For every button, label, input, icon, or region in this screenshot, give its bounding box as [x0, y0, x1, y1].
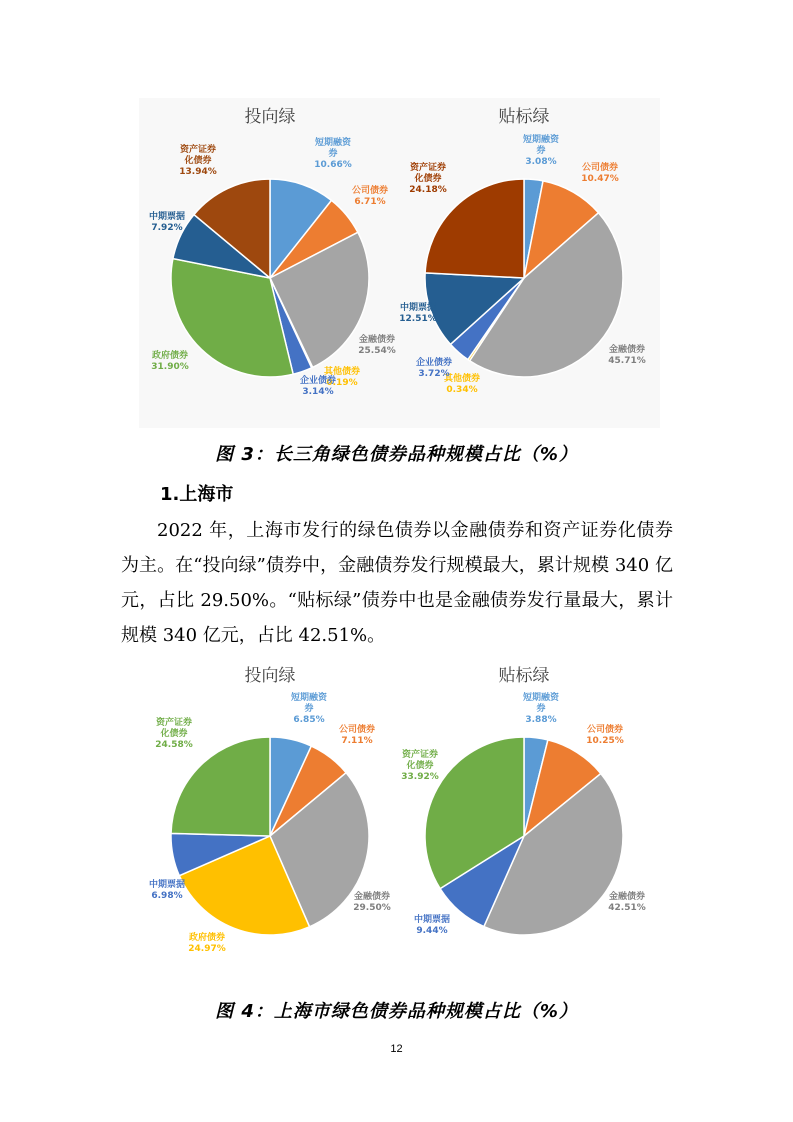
slice-data-label: 资产证券化债券 33.92% [401, 750, 439, 782]
section-heading: 1.上海市 [160, 484, 234, 505]
slice-data-label: 企业债券 3.14% [299, 376, 337, 397]
slice-data-label: 政府债券 31.90% [151, 351, 189, 372]
slice-data-label: 公司债券 10.47% [581, 163, 619, 184]
chart-title: 投向绿 [244, 107, 296, 127]
slice-data-label: 短期融资券 3.88% [522, 693, 560, 725]
slice-data-label: 金融债券 29.50% [353, 892, 391, 913]
slice-data-label: 其他债券 0.34% [443, 374, 481, 395]
slice-data-label: 金融债券 25.54% [358, 335, 396, 356]
chart-title: 贴标绿 [498, 666, 550, 686]
chart-title: 贴标绿 [498, 107, 550, 127]
body-paragraph: 2022 年，上海市发行的绿色债券以金融债券和资产证券化债券为主。在“投向绿”债券中，金融债券发行规模最大，累计规模 340 亿元，占比 29.50%。“贴标绿”债券中也是金融债券发行量最大，累计规模 340 亿元，占比 42.51%。 [121, 520, 673, 646]
slice-data-label: 公司债券 7.11% [338, 725, 376, 746]
slice-data-label: 公司债券 6.71% [351, 186, 389, 207]
slice-data-label: 中期票据 6.98% [148, 880, 186, 901]
slice-data-label: 资产证券化债券 13.94% [179, 145, 217, 177]
figure4-caption: 图 4：上海市绿色债券品种规模占比（%） [215, 1001, 578, 1022]
chart-title: 投向绿 [244, 666, 296, 686]
slice-data-label: 政府债券 24.97% [188, 933, 226, 954]
slice-data-label: 短期融资券 10.66% [314, 138, 352, 170]
slice-data-label: 公司债券 10.25% [586, 725, 624, 746]
slice-data-label: 中期票据 12.51% [399, 303, 437, 324]
slice-data-label: 企业债券 3.72% [415, 358, 453, 379]
slice-data-label: 金融债券 42.51% [608, 892, 646, 913]
slice-data-label: 资产证券化债券 24.58% [155, 718, 193, 750]
slice-data-label: 其他债券 0.19% [323, 367, 361, 388]
page-number: 12 [390, 1043, 403, 1055]
slice-data-label: 短期融资券 3.08% [522, 135, 560, 167]
slice-data-label: 短期融资券 6.85% [290, 693, 328, 725]
slice-data-label: 中期票据 7.92% [148, 212, 186, 233]
slice-data-label: 金融债券 45.71% [608, 345, 646, 366]
slice-data-label: 中期票据 9.44% [413, 915, 451, 936]
figure3-caption: 图 3：长三角绿色债券品种规模占比（%） [215, 444, 578, 465]
slice-data-label: 资产证券化债券 24.18% [409, 163, 447, 195]
